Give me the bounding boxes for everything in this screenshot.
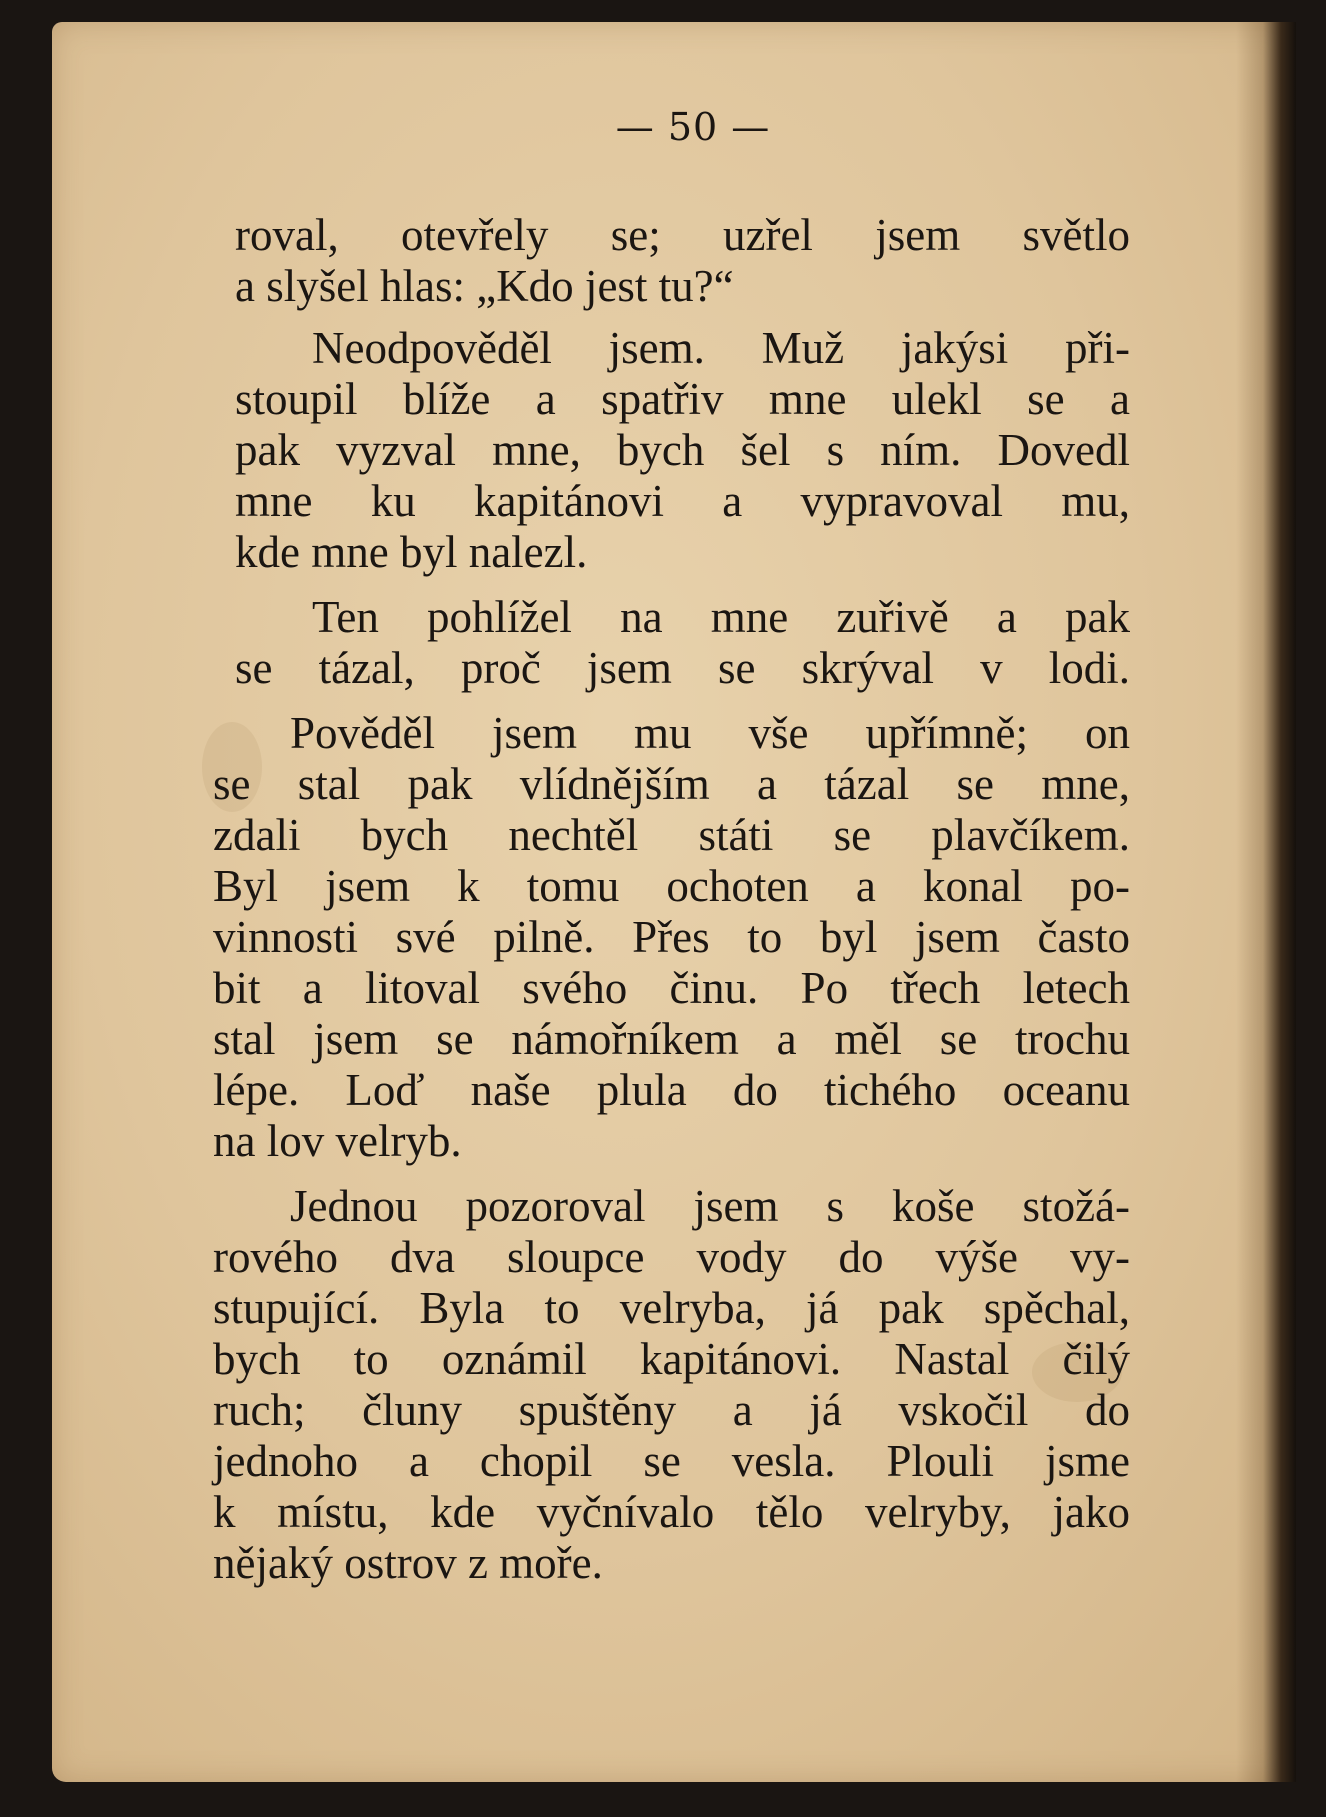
paragraph (213, 708, 1130, 1167)
text-line: stoupil blíže a spatřiv mne ulekl se a (235, 374, 1130, 424)
text-line: bit a litoval svého činu. Po třech letech (213, 963, 1130, 1013)
text-line: Jednou pozoroval jsem s koše stožá- (290, 1181, 1130, 1231)
text-line: stal jsem se námořníkem a měl se trochu (213, 1014, 1130, 1064)
book-spine-shadow (1236, 22, 1296, 1782)
paragraph (235, 210, 1130, 312)
text-line: rového dva sloupce vody do výše vy- (213, 1232, 1130, 1282)
text-line: Byl jsem k tomu ochoten a konal po- (213, 861, 1130, 911)
page-number: — 50 — (615, 105, 771, 149)
text-line: lépe. Loď naše plula do tichého oceanu (213, 1065, 1130, 1115)
text-line: na lov velryb. (213, 1116, 462, 1166)
text-line: k místu, kde vyčnívalo tělo velryby, jako (213, 1487, 1130, 1537)
text-line: ruch; čluny spuštěny a já vskočil do (213, 1385, 1130, 1435)
text-line: Neodpověděl jsem. Muž jakýsi při- (312, 323, 1130, 373)
text-line: kde mne byl nalezl. (235, 527, 588, 577)
text-line: se tázal, proč jsem se skrýval v lodi. (235, 643, 1130, 693)
paragraph (235, 592, 1130, 694)
text-line: se stal pak vlídnějším a tázal se mne, (213, 759, 1130, 809)
paragraph (235, 323, 1130, 578)
text-line: a slyšel hlas: „Kdo jest tu?“ (235, 261, 734, 311)
text-line: vinnosti své pilně. Přes to byl jsem často (213, 912, 1130, 962)
text-line: pak vyzval mne, bych šel s ním. Dovedl (235, 425, 1130, 475)
text-line: Ten pohlížel na mne zuřivě a pak (312, 592, 1130, 642)
text-line: zdali bych nechtěl státi se plavčíkem. (213, 810, 1130, 860)
text-line: bych to oznámil kapitánovi. Nastal čilý (213, 1334, 1130, 1384)
text-line: jednoho a chopil se vesla. Plouli jsme (213, 1436, 1130, 1486)
text-line: Pověděl jsem mu vše upřímně; on (290, 708, 1130, 758)
text-line: nějaký ostrov z moře. (213, 1538, 603, 1588)
text-line: roval, otevřely se; uzřel jsem světlo (235, 210, 1130, 260)
paragraph (213, 1181, 1130, 1589)
body-text (213, 210, 1130, 1603)
text-line: mne ku kapitánovi a vypravoval mu, (235, 476, 1130, 526)
text-line: stupující. Byla to velryba, já pak spěchal, (213, 1283, 1130, 1333)
